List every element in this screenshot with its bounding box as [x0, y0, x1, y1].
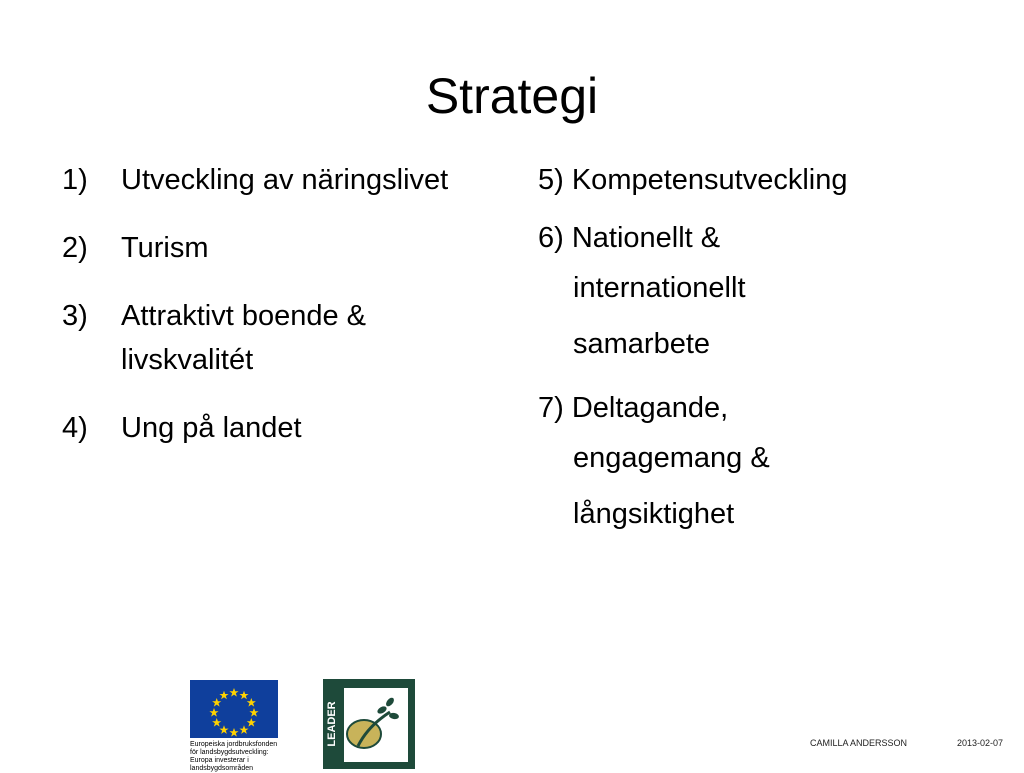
list-item-text: 6) Nationellt & — [538, 222, 721, 254]
list-item-continuation: internationellt — [573, 272, 746, 304]
eu-logo — [190, 680, 280, 773]
list-item-number: 1) — [62, 164, 88, 196]
list-item — [62, 226, 462, 270]
list-item-continuation: långsiktighet — [573, 498, 735, 530]
strategy-list-right — [538, 158, 998, 556]
list-item-text: 7) Deltagande, — [538, 392, 729, 424]
footer-author: CAMILLA ANDERSSON — [810, 738, 908, 748]
list-item-text: Turism — [121, 232, 209, 264]
list-item-continuation: samarbete — [573, 328, 711, 360]
eu-caption: Europeiska jordbruksfonden för landsbygdsutveckling: Europa investerar i landsbygdsområden — [190, 741, 278, 772]
list-item-number: 3) — [62, 300, 88, 332]
slide-title: Strategi — [425, 68, 599, 124]
leader-text: LEADER — [326, 701, 338, 747]
strategy-list-left — [62, 158, 462, 474]
leader-logo — [323, 679, 415, 769]
list-item — [62, 158, 462, 202]
list-item-number: 4) — [62, 412, 88, 444]
list-item-number: 2) — [62, 232, 88, 264]
eu-flag-icon — [190, 680, 278, 738]
footer-date: 2013-02-07 — [957, 738, 1004, 748]
list-item — [62, 294, 462, 382]
list-item-text: 5) Kompetensutveckling — [538, 164, 848, 196]
list-item — [62, 406, 462, 450]
list-item-continuation: engagemang & — [573, 442, 770, 474]
list-item — [538, 216, 998, 372]
leader-leaf-icon — [324, 680, 414, 768]
list-item-text: Ung på landet — [121, 412, 302, 444]
list-item-text: Attraktivt boende & livskvalitét — [121, 300, 367, 376]
list-item — [538, 158, 998, 202]
list-item — [538, 386, 998, 542]
list-item-text: Utveckling av näringslivet — [121, 164, 449, 196]
